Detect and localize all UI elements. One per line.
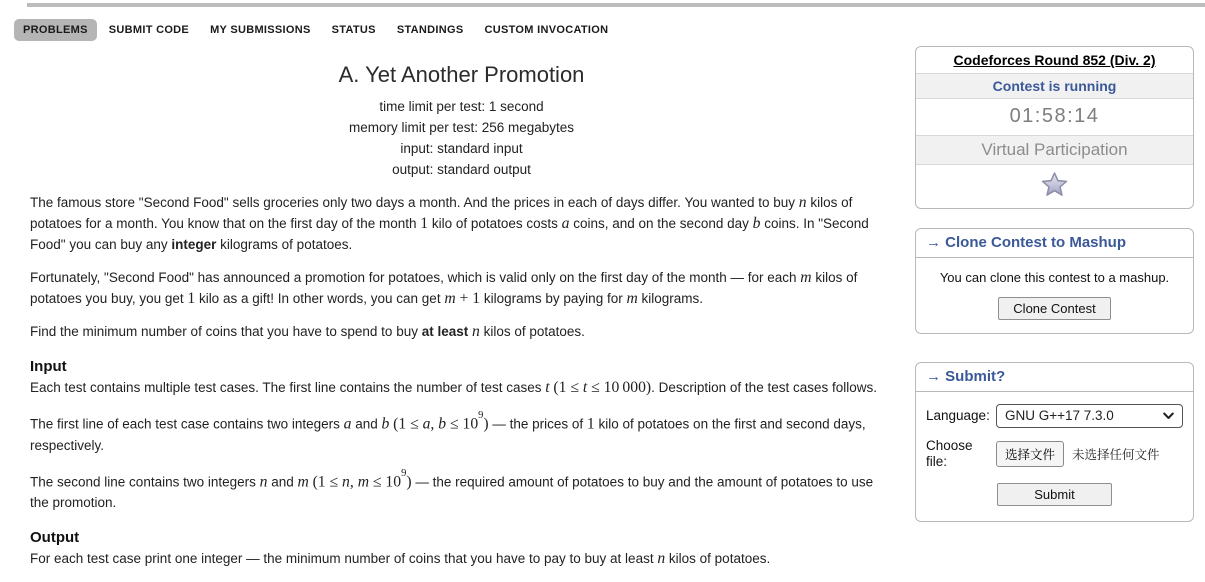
top-border-bar	[27, 3, 1205, 7]
statement-paragraph: Each test contains multiple test cases. The first line contains the number of test cases t (1 ≤ t ≤ 10 000). Description of the test cases follows.	[30, 379, 877, 396]
language-label: Language:	[926, 408, 990, 423]
statement-paragraph: Find the minimum number of coins that you have to spend to buy at least n kilos of potatoes.	[30, 323, 585, 340]
section-heading: Input	[30, 358, 67, 375]
statement-paragraph: Fortunately, "Second Food" has announced a promotion for potatoes, which is valid only on the first day of the month — for each m kilos of potatoes you buy, you get 1 kilo as a gift! In other words, you can get m + 1 kilograms by paying for m kilograms.	[30, 269, 858, 307]
language-select-value: GNU G++17 7.3.0	[1005, 408, 1114, 423]
tab-my-submissions[interactable]: MY SUBMISSIONS	[210, 24, 311, 36]
contest-status: Contest is running	[916, 73, 1193, 98]
tab-submit-code[interactable]: SUBMIT CODE	[108, 24, 190, 36]
problem-statement	[30, 62, 893, 581]
submit-box-header: → Submit?	[916, 363, 1193, 392]
file-status-text: 未选择任何文件	[1072, 448, 1160, 462]
choose-file-button[interactable]: 选择文件	[996, 441, 1064, 467]
clone-contest-button[interactable]: Clone Contest	[998, 297, 1110, 320]
tab-custom-invocation[interactable]: CUSTOM INVOCATION	[484, 24, 609, 36]
contest-timer: 01:58:14	[916, 98, 1193, 135]
tab-status[interactable]: STATUS	[331, 24, 376, 36]
contest-info-box	[915, 46, 1194, 209]
tab-standings[interactable]: STANDINGS	[396, 24, 464, 36]
limit-line: input: standard input	[400, 141, 523, 156]
chevron-down-icon	[1163, 412, 1174, 420]
problem-limits	[30, 96, 893, 180]
statement-paragraph: The second line contains two integers n and m (1 ≤ n, $m \le 10^9$) — the required amount of potatoes to buy and the amount of potatoes to use the promotion.	[30, 467, 874, 510]
choose-file-label: Choose file:	[926, 438, 973, 469]
statement-paragraph: The first line of each test case contains two integers a and b (1 ≤ a, $b \le 10^9$) — the prices of 1 kilo of potatoes on the first and second days, respectively.	[30, 410, 866, 453]
contest-title-row	[916, 47, 1193, 73]
virtual-participation-label: Virtual Participation	[916, 135, 1193, 164]
choose-file-row	[926, 438, 1183, 470]
star-row	[916, 164, 1193, 208]
submit-row	[926, 483, 1183, 506]
sidebar	[915, 46, 1194, 522]
clone-box-text: You can clone this contest to a mashup.	[939, 270, 1170, 285]
statement-paragraph: The famous store "Second Food" sells groceries only two days a month. And the prices in each of days differ. You wanted to buy n kilos of potatoes for a month. You know that on the first day of the month 1 kilo of potatoes costs a coins, and on the second day b coins. In "Second Food" you can buy any integer kilograms of potatoes.	[30, 194, 869, 252]
clone-contest-box	[915, 228, 1194, 334]
contest-title-link[interactable]: Codeforces Round 852 (Div. 2)	[953, 52, 1156, 68]
problem-sections	[30, 192, 893, 569]
limit-line: time limit per test: 1 second	[379, 99, 544, 114]
language-row	[926, 404, 1183, 428]
language-select[interactable]	[996, 404, 1183, 428]
submit-box	[915, 362, 1194, 522]
clone-box-body	[916, 258, 1193, 333]
limit-line: memory limit per test: 256 megabytes	[348, 120, 575, 135]
clone-box-header: → Clone Contest to Mashup	[916, 229, 1193, 258]
submit-box-body	[916, 392, 1193, 521]
limit-line: output: standard output	[392, 162, 531, 177]
statement-paragraph: For each test case print one integer — the minimum number of coins that you have to pay to buy at least n kilos of potatoes.	[30, 550, 771, 567]
section-heading: Output	[30, 529, 80, 546]
tab-problems[interactable]: PROBLEMS	[14, 19, 97, 41]
submit-button[interactable]: Submit	[997, 483, 1111, 506]
top-tabs	[14, 19, 620, 41]
problem-title: A. Yet Another Promotion	[338, 62, 585, 87]
star-icon[interactable]	[1041, 172, 1068, 197]
